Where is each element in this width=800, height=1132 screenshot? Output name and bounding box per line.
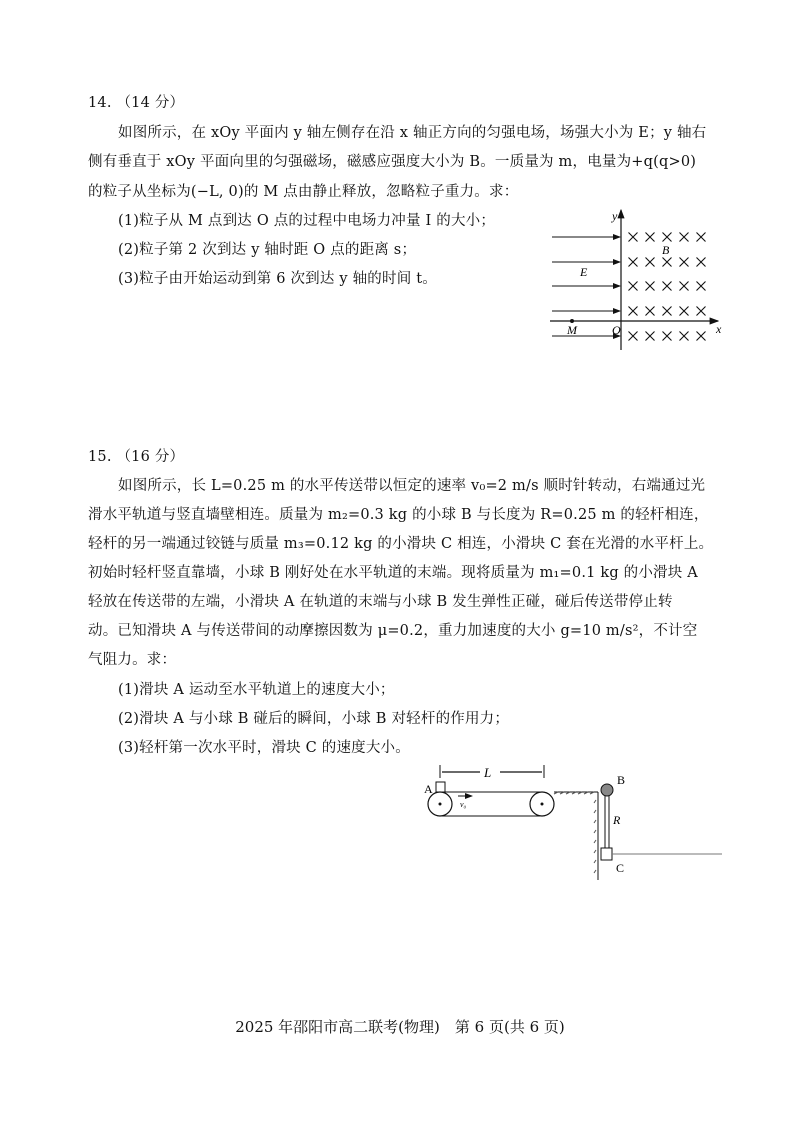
q15-question-1: (1)滑块 A 运动至水平轨道上的速度大小； (118, 682, 395, 698)
q15-line: 轻杆的另一端通过铰链与质量 m₃=0.12 kg 的小滑块 C 相连，小滑块 C 套在光滑的水平杆上。 (88, 536, 714, 552)
magnetic-field-cross-icon (680, 282, 689, 291)
magnetic-field-cross-icon (697, 332, 706, 341)
magnetic-field-cross-icon (629, 282, 638, 291)
magnetic-field-cross-icon (680, 332, 689, 341)
q14-question-3: (3)粒子由开始运动到第 6 次到达 y 轴的时间 t。 (118, 271, 437, 287)
q15-line: 如图所示，长 L=0.25 m 的水平传送带以恒定的速率 v₀=2 m/s 顺时针转动，右端通过光 (118, 478, 706, 494)
q14-question-1: (1)粒子从 M 点到达 O 点的过程中电场力冲量 I 的大小； (118, 213, 496, 229)
magnetic-field-cross-icon (646, 282, 655, 291)
magnetic-field-cross-icon (646, 332, 655, 341)
q15-question-3: (3)轻杆第一次水平时，滑块 C 的速度大小。 (118, 740, 410, 756)
magnetic-field-cross-icon (646, 307, 655, 316)
b-label: B (662, 243, 670, 257)
q15-line: 动。已知滑块 A 与传送带间的动摩擦因数为 μ=0.2，重力加速度的大小 g=10 m/s²，不计空 (88, 623, 698, 639)
c-label: C (616, 861, 625, 875)
magnetic-field-cross-icon (680, 233, 689, 242)
q15-line: 轻放在传送带的左端，小滑块 A 在轨道的末端与小球 B 发生弹性正碰，碰后传送带停止转 (88, 594, 673, 610)
magnetic-field-cross-icon (663, 307, 672, 316)
q14-line: 如图所示，在 xOy 平面内 y 轴左侧存在沿 x 轴正方向的匀强电场，场强大小为 E；y 轴右 (118, 125, 707, 141)
magnetic-field-cross-icon (697, 282, 706, 291)
magnetic-field-cross-icon (646, 233, 655, 242)
magnetic-field-cross-icon (629, 258, 638, 267)
b-label: B (617, 773, 626, 787)
v0-label: v₀ (460, 800, 467, 809)
e-label: E (580, 265, 588, 279)
magnetic-field-cross-icon (663, 233, 672, 242)
magnetic-field-cross-icon (663, 282, 672, 291)
q14-line: 的粒子从坐标为(−L, 0)的 M 点由静止释放，忽略粒子重力。求： (88, 184, 519, 200)
magnetic-field-cross-icon (697, 258, 706, 267)
magnetic-field-cross-icon (646, 258, 655, 267)
r-label: R (613, 813, 621, 827)
magnetic-field-cross-icon (629, 307, 638, 316)
q15-line: 初始时轻杆竖直靠墙，小球 B 刚好处在水平轨道的末端。现将质量为 m₁=0.1 kg 的小滑块 A (88, 565, 698, 581)
l-label: L (484, 765, 492, 780)
x-axis-label: x (716, 322, 722, 336)
q15-line: 气阻力。求： (88, 652, 177, 668)
magnetic-field-cross-icon (680, 258, 689, 267)
magnetic-field-cross-icon (663, 332, 672, 341)
q14-field-diagram (540, 205, 730, 355)
q15-header: 15. （16 分） (88, 449, 185, 465)
q14-line: 侧有垂直于 xOy 平面向里的匀强磁场，磁感应强度大小为 B。一质量为 m，电量为+q(q>0) (88, 154, 697, 170)
q15-line: 滑水平轨道与竖直墙壁相连。质量为 m₂=0.3 kg 的小球 B 与长度为 R=0.25 m 的轻杆相连， (88, 507, 709, 523)
m-label: M (567, 323, 577, 337)
page-footer: 2025 年邵阳市高二联考(物理) 第 6 页(共 6 页) (235, 1018, 565, 1036)
y-axis-label: y (612, 209, 618, 223)
q15-conveyor-diagram (420, 760, 730, 890)
q14-question-2: (2)粒子第 2 次到达 y 轴时距 O 点的距离 s； (118, 242, 417, 258)
magnetic-field-cross-icon (697, 307, 706, 316)
a-label: A (424, 782, 433, 796)
q14-header: 14. （14 分） (88, 95, 185, 111)
magnetic-field-cross-icon (629, 233, 638, 242)
magnetic-field-cross-icon (697, 233, 706, 242)
magnetic-field-cross-icon (663, 258, 672, 267)
q15-question-2: (2)滑块 A 与小球 B 碰后的瞬间，小球 B 对轻杆的作用力； (118, 711, 510, 727)
magnetic-field-cross-icon (680, 307, 689, 316)
magnetic-field-cross-icon (629, 332, 638, 341)
o-label: O (612, 323, 621, 337)
